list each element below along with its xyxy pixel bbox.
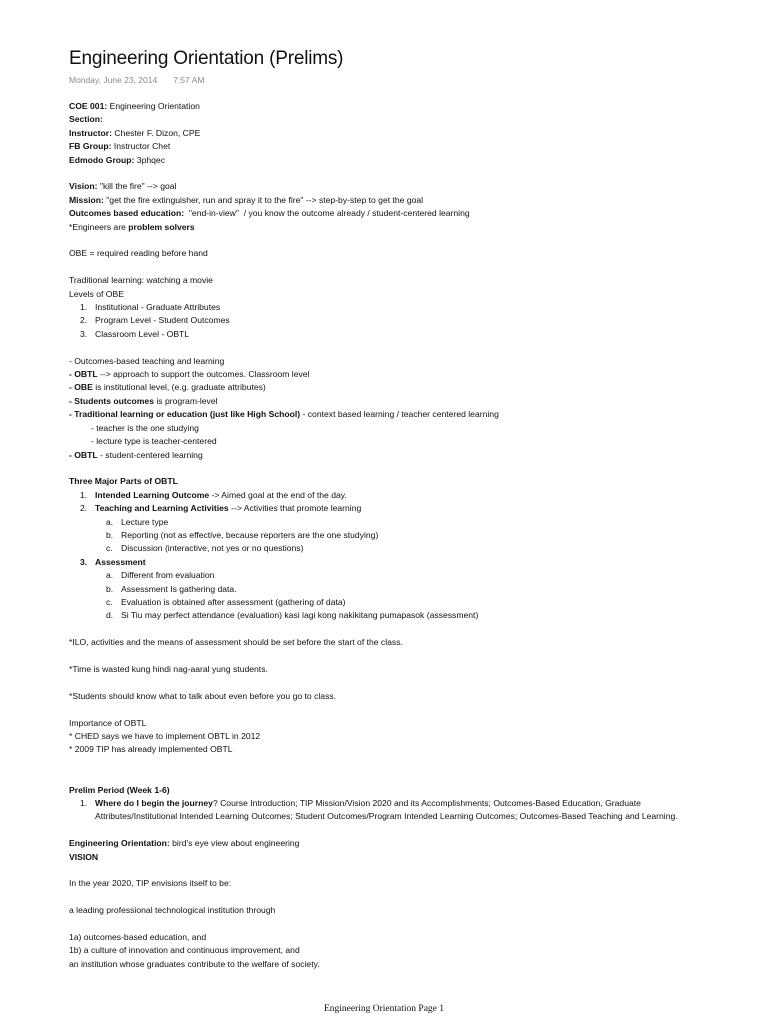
list-number: 3. — [80, 328, 88, 339]
sub-list-item — [69, 609, 764, 622]
list-text: Institutional - Graduate Attributes — [95, 302, 221, 313]
levels-title: Levels of OBE — [69, 288, 124, 299]
vision-heading-text: VISION — [69, 851, 99, 862]
fb-group-value: Instructor Chet — [113, 141, 171, 152]
course-code: COE 001: — [69, 101, 108, 111]
vision-text-line: an institution whose graduates contribute to the welfare of society. — [69, 958, 320, 969]
vision-line — [69, 180, 764, 193]
sub-list-letter: c. — [106, 543, 113, 554]
prelim-title — [69, 784, 764, 797]
note-line: *Time is wasted kung hindi nag-aaral yung students. — [69, 663, 268, 674]
eng-orientation-bold: Engineering Orientation: — [69, 838, 170, 849]
traditional-line: Traditional learning: watching a movie — [69, 275, 213, 286]
dash-line — [69, 368, 764, 381]
sub-list-item — [69, 569, 764, 582]
sub-list-text: Reporting (not as effective, because reporters are the one studying) — [121, 529, 379, 540]
list-text: --> Activities that promote learning — [228, 503, 362, 514]
page-title: Engineering Orientation (Prelims) — [69, 48, 344, 69]
sub-list-text: Lecture type — [121, 516, 169, 527]
obe-label: Outcomes based education: — [69, 208, 185, 219]
page-time: 7:57 AM — [173, 75, 205, 85]
section-label: Section: — [69, 114, 103, 125]
instructor-value: Chester F. Dizon, CPE — [114, 127, 201, 138]
importance-line: * 2009 TIP has already implemented OBTL — [69, 744, 233, 755]
spacer — [69, 261, 764, 274]
vision-text-line: 1b) a culture of innovation and continuous improvement, and — [69, 945, 300, 956]
list-item — [69, 556, 764, 569]
course-line — [69, 100, 764, 113]
sub-list-item — [69, 529, 764, 542]
dash-bold: - OBTL — [69, 369, 98, 380]
vision-text-line: a leading professional technological institution through — [69, 905, 276, 916]
engineers-bold: problem solvers — [128, 221, 195, 232]
dash-text: is program-level — [154, 395, 218, 406]
spacer — [69, 341, 764, 354]
note-line: *Students should know what to talk about even before you go to class. — [69, 690, 337, 701]
sub-list-letter: a. — [106, 516, 114, 527]
page-date: Monday, June 23, 2014 — [69, 75, 158, 85]
section-line — [69, 113, 764, 126]
dash-line — [69, 408, 764, 421]
list-item — [69, 301, 764, 314]
page-timestamp — [69, 75, 204, 85]
list-number: 2. — [80, 503, 88, 514]
dash-text: is institutional level, (e.g. graduate attributes) — [92, 382, 266, 393]
page-footer: Engineering Orientation Page 1 — [323, 1004, 445, 1014]
prelim-title-text: Prelim Period (Week 1-6) — [69, 784, 170, 795]
spacer — [69, 462, 764, 475]
sub-list-letter: a. — [106, 570, 114, 581]
dash-text: --> approach to support the outcomes. Classroom level — [97, 369, 310, 380]
parts-title-text: Three Major Parts of OBTL — [69, 476, 178, 487]
list-text: -> Aimed goal at the end of the day. — [209, 489, 347, 500]
sub-list-item — [69, 583, 764, 596]
list-item — [69, 314, 764, 327]
list-bold: Teaching and Learning Activities — [95, 503, 229, 514]
note-body — [69, 100, 764, 971]
sub-list-letter: c. — [106, 596, 113, 607]
list-text: ? Course Introduction; TIP Mission/Vision 2020 and its Accomplishments; Outcomes-Based Education, Graduate — [212, 797, 641, 808]
list-text: Program Level - Student Outcomes — [95, 315, 230, 326]
spacer — [69, 918, 764, 931]
importance-title: Importance of OBTL — [69, 717, 147, 728]
spacer — [69, 623, 764, 636]
sub-list-text: Different from evaluation — [121, 570, 215, 581]
dash-bold: - Students outcomes — [69, 395, 154, 406]
sub-list-item — [69, 542, 764, 555]
edmodo-label: Edmodo Group: — [69, 154, 135, 165]
sub-list-text: Evaluation is obtained after assessment (gathering of data) — [121, 596, 346, 607]
obe-line — [69, 207, 764, 220]
dash-bold: - OBTL — [69, 449, 98, 460]
mission-value: "get the fire extinguisher, run and spray it to the fire" --> step-by-step to get the goal — [106, 194, 424, 205]
dash-line: - Outcomes-based teaching and learning — [69, 355, 225, 366]
edmodo-line — [69, 154, 764, 167]
mission-line — [69, 194, 764, 207]
list-item — [69, 489, 764, 502]
dash-bold: - Traditional learning or education (just like High School) — [69, 409, 301, 420]
list-item — [69, 328, 764, 341]
spacer — [69, 824, 764, 837]
vision-text-line: 1a) outcomes-based education, and — [69, 931, 207, 942]
fb-group-label: FB Group: — [69, 141, 112, 152]
spacer — [69, 234, 764, 247]
course-name: Engineering Orientation — [109, 101, 200, 111]
list-number: 1. — [80, 302, 88, 313]
dash-line-indented: - lecture type is teacher-centered — [91, 436, 217, 447]
fb-group-line — [69, 140, 764, 153]
sub-list-item — [69, 596, 764, 609]
spacer — [69, 650, 764, 663]
sub-list-letter: d. — [106, 610, 114, 621]
eng-orientation-text: bird's eye view about engineering — [169, 838, 300, 849]
list-bold: Where do I begin the journey — [95, 797, 213, 808]
eng-orientation-line — [69, 837, 764, 850]
vision-text-line: In the year 2020, TIP envisions itself to be: — [69, 878, 232, 889]
obe-value: "end-in-view" / you know the outcome already / student-centered learning — [184, 208, 470, 219]
list-bold: Intended Learning Outcome — [95, 489, 210, 500]
list-number: 3. — [80, 556, 88, 567]
instructor-label: Instructor: — [69, 127, 112, 138]
list-item — [69, 797, 764, 810]
spacer — [69, 864, 764, 877]
sub-list-item — [69, 516, 764, 529]
list-number: 2. — [80, 315, 88, 326]
list-number: 1. — [80, 489, 88, 500]
sub-list-text: Assessment Is gathering data. — [121, 583, 237, 594]
spacer — [69, 770, 764, 783]
dash-line — [69, 449, 764, 462]
mission-label: Mission: — [69, 194, 104, 205]
dash-line — [69, 381, 764, 394]
note-line: *ILO, activities and the means of assessment should be set before the start of the class. — [69, 637, 403, 648]
sub-list-letter: b. — [106, 583, 114, 594]
list-text: Classroom Level - OBTL — [95, 328, 190, 339]
edmodo-value: 3phqec — [136, 154, 165, 165]
spacer — [69, 757, 764, 770]
spacer — [69, 167, 764, 180]
list-item — [69, 502, 764, 515]
list-number: 1. — [80, 797, 88, 808]
spacer — [69, 703, 764, 716]
spacer — [69, 891, 764, 904]
vision-heading — [69, 851, 764, 864]
engineers-prefix: *Engineers are — [69, 221, 129, 232]
engineers-line — [69, 221, 764, 234]
list-bold: Assessment — [95, 556, 146, 567]
sub-list-text: Discussion (interactive, not yes or no questions) — [121, 543, 304, 554]
obe-required-line: OBE = required reading before hand — [69, 248, 208, 259]
vision-value: "kill the fire" --> goal — [99, 181, 177, 192]
dash-line-indented: - teacher is the one studying — [91, 422, 199, 433]
dash-text: - student-centered learning — [97, 449, 203, 460]
parts-title — [69, 475, 764, 488]
list-item-continuation: Attributes/Institutional Intended Learning Outcomes; Student Outcomes/Program Intended Learning Outcomes; Outcomes-Based Teaching and Learning. — [95, 811, 678, 822]
dash-text: - context based learning / teacher centered learning — [300, 409, 499, 420]
dash-line — [69, 395, 764, 408]
instructor-line — [69, 127, 764, 140]
sub-list-letter: b. — [106, 529, 114, 540]
sub-list-text: Si Tiu may perfect attendance (evaluation) kasi lagi kong nakikitang pumapasok (assessment) — [121, 610, 479, 621]
vision-label: Vision: — [69, 181, 98, 192]
importance-line: * CHED says we have to implement OBTL in 2012 — [69, 730, 261, 741]
dash-bold: - OBE — [69, 382, 93, 393]
spacer — [69, 676, 764, 689]
